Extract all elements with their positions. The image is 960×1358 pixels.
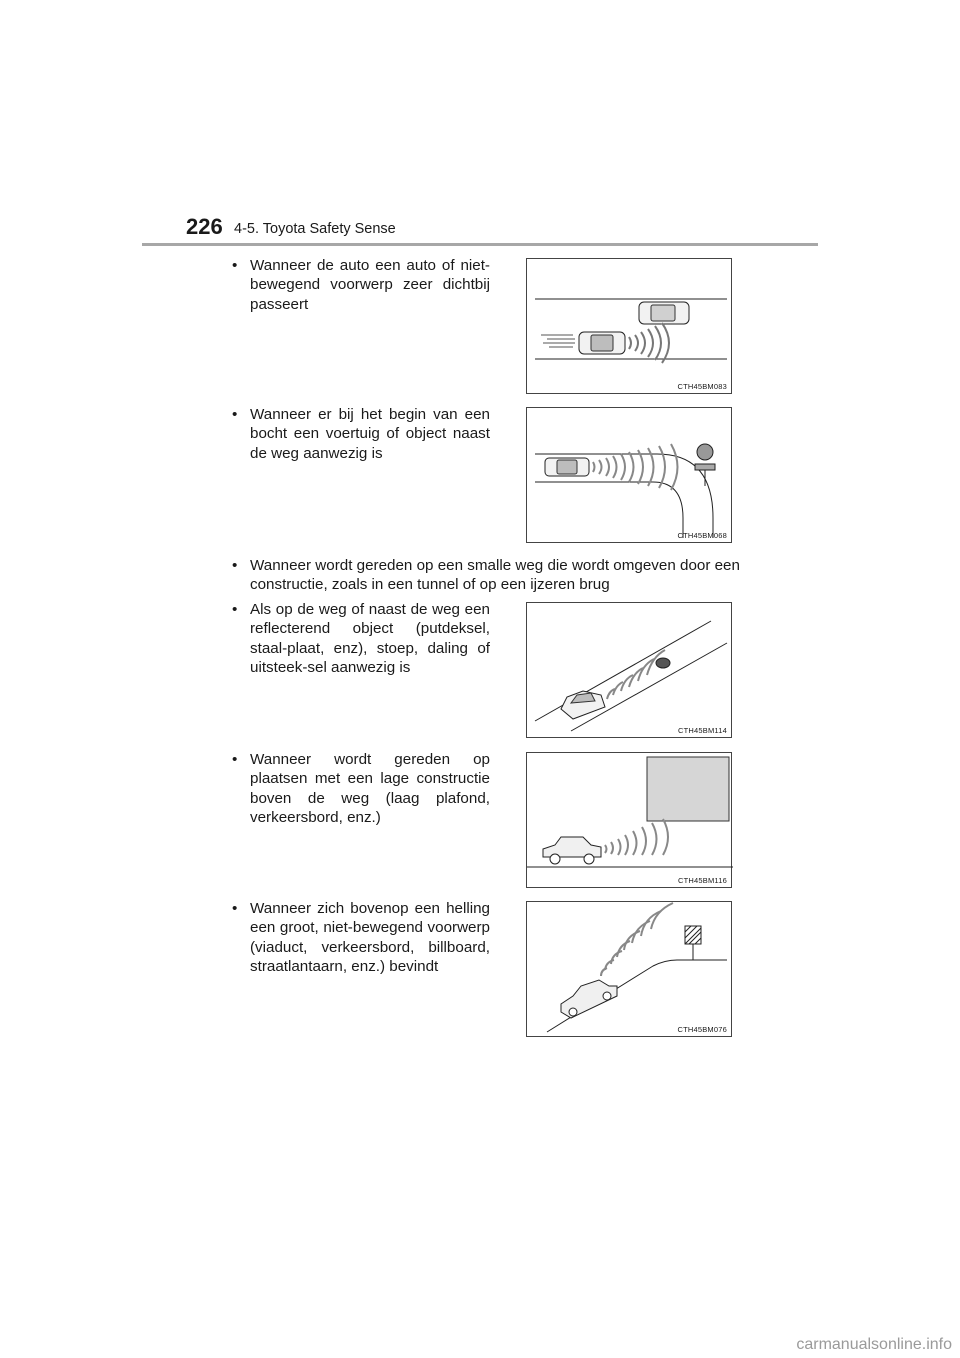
list-item-text: Wanneer de auto een auto of niet-bewegend voorwerp zeer dichtbij passeert (250, 257, 490, 313)
figure-hill-object (526, 901, 732, 1037)
manhole-cover-icon (656, 658, 670, 668)
overhead-sign-icon (685, 926, 701, 960)
illustration-low-structure (527, 753, 733, 889)
list-item (232, 556, 762, 595)
radar-wave-icon (607, 650, 665, 699)
figure-low-structure (526, 752, 732, 888)
list-item-text: Als op de weg of naast de weg een reflecterend object (putdeksel, staal-plaat, enz), stoep, daling of uitsteek-sel aanwezig is (250, 601, 490, 677)
figure-reflective-object (526, 602, 732, 738)
figure-curve-object (526, 407, 732, 543)
list-item (232, 600, 490, 678)
radar-wave-icon (605, 819, 668, 855)
car-icon (561, 980, 617, 1018)
list-item-text: Wanneer wordt gereden op plaatsen met een lage constructie boven de weg (laag plafond, verkeersbord, enz.) (250, 751, 490, 827)
bullet-mark: • (232, 557, 238, 574)
illustration-curve-object (527, 408, 733, 544)
list-item-text: Wanneer zich bovenop een helling een groot, niet-bewegend voorwerp (viaduct, verkeersbord, billboard, straatlantaarn, enz.) bevindt (250, 900, 490, 976)
list-item (232, 405, 490, 463)
list-item (232, 750, 490, 828)
watermark: carmanualsonline.info (796, 1336, 952, 1353)
radar-wave-icon (601, 903, 673, 976)
illustration-passing-vehicle (527, 259, 733, 395)
figure-passing-vehicle (526, 258, 732, 394)
car-icon (579, 332, 625, 354)
figure-code: CTH45BM116 (678, 876, 727, 885)
figure-code: CTH45BM083 (677, 382, 727, 391)
bullet-mark: • (232, 257, 238, 274)
car-icon (561, 691, 605, 719)
figure-code: CTH45BM076 (677, 1025, 727, 1034)
radar-wave-icon (593, 444, 678, 490)
page-number: 226 (186, 214, 223, 239)
parked-car-icon (639, 302, 689, 324)
list-item (232, 256, 490, 314)
illustration-hill-object (527, 902, 733, 1038)
header-rule (142, 243, 818, 246)
bullet-mark: • (232, 406, 238, 423)
figure-code: CTH45BM068 (677, 531, 727, 540)
roadside-sign-icon (695, 444, 715, 486)
car-icon (543, 837, 601, 864)
list-item (232, 899, 490, 977)
bullet-mark: • (232, 751, 238, 768)
section-title: 4-5. Toyota Safety Sense (234, 221, 396, 237)
car-icon (545, 458, 589, 476)
figure-code: CTH45BM114 (678, 726, 727, 735)
list-item-text: Wanneer er bij het begin van een bocht een voertuig of object naast de weg aanwezig is (250, 406, 490, 462)
bullet-mark: • (232, 900, 238, 917)
list-item-text: Wanneer wordt gereden op een smalle weg die wordt omgeven door een constructie, zoals in een tunnel of op een ijzeren brug (250, 557, 740, 594)
radar-wave-icon (629, 323, 669, 363)
illustration-reflective-object (527, 603, 733, 739)
bullet-mark: • (232, 601, 238, 618)
